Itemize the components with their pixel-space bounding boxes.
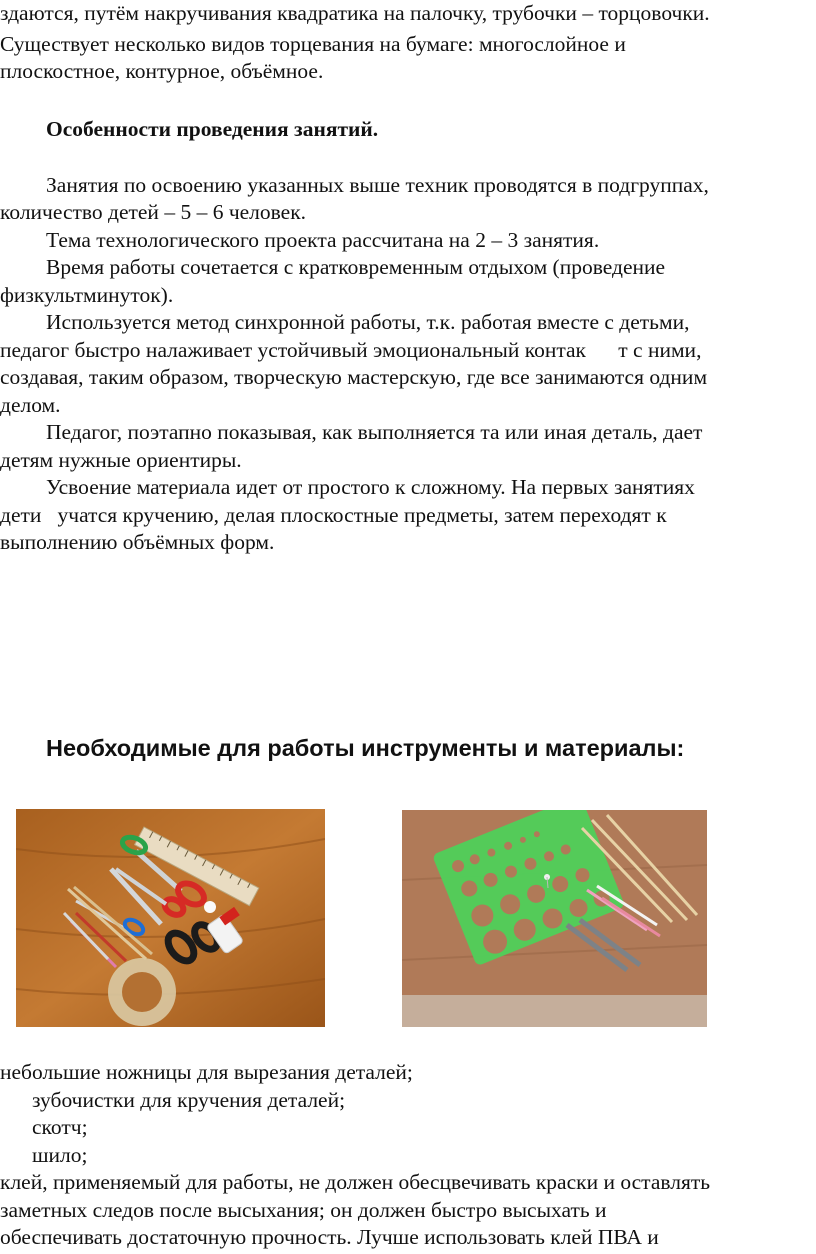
paragraph-line: создавая, таким образом, творческую мастерскую, где все занимаются одним [0, 365, 708, 389]
list-item: клей, применяемый для работы, не должен обесцвечивать краски и оставлять [0, 1170, 711, 1194]
paragraph-line: Занятия по освоению указанных выше техник проводятся в подгруппах, [46, 173, 709, 197]
tools-photo-illustration [16, 809, 325, 1027]
paragraph-line: Педагог, поэтапно показывая, как выполняется та или иная деталь, дает [46, 420, 703, 444]
tape-roll-icon [108, 958, 176, 1026]
stencil-photo [402, 810, 707, 1027]
stencil-photo-illustration [402, 810, 707, 1027]
paragraph-line: педагог быстро налаживает устойчивый эмоциональный контак т с ними, [0, 338, 702, 362]
paragraph-line: Время работы сочетается с кратковременным отдыхом (проведение [46, 255, 666, 279]
paragraph-line: детям нужные ориентиры. [0, 448, 242, 472]
section-heading: Особенности проведения занятий. [46, 117, 379, 141]
list-item: шило; [32, 1143, 88, 1167]
paragraph-line: дети учатся кручению, делая плоскостные предметы, затем переходят к [0, 503, 667, 527]
paragraph-line: Тема технологического проекта рассчитана на 2 – 3 занятия. [46, 228, 600, 252]
paragraph-line: Усвоение материала идет от простого к сложному. На первых занятиях [46, 475, 695, 499]
tools-heading: Необходимые для работы инструменты и материалы: [46, 735, 685, 761]
intro-line-1: здаются, путём накручивания квадратика на палочку, трубочки – торцовочки. [0, 1, 710, 25]
paragraph-line: физкультминуток). [0, 283, 174, 307]
list-item: небольшие ножницы для вырезания деталей; [0, 1060, 413, 1084]
intro-line-2: Существует несколько видов торцевания на бумаге: многослойное и [0, 32, 626, 56]
paragraph-line: количество детей – 5 – 6 человек. [0, 200, 307, 224]
paragraph-line: выполнению объёмных форм. [0, 530, 275, 554]
paragraph-line: делом. [0, 393, 61, 417]
list-item: обеспечивать достаточную прочность. Лучше использовать клей ПВА и [0, 1225, 659, 1249]
list-item: зубочистки для кручения деталей; [32, 1088, 346, 1112]
list-item: заметных следов после высыхания; он должен быстро высыхать и [0, 1198, 607, 1222]
tools-photo [16, 809, 325, 1027]
intro-line-3: плоскостное, контурное, объёмное. [0, 59, 324, 83]
paragraph-line: Используется метод синхронной работы, т.к. работая вместе с детьми, [46, 310, 690, 334]
list-item: скотч; [32, 1115, 88, 1139]
